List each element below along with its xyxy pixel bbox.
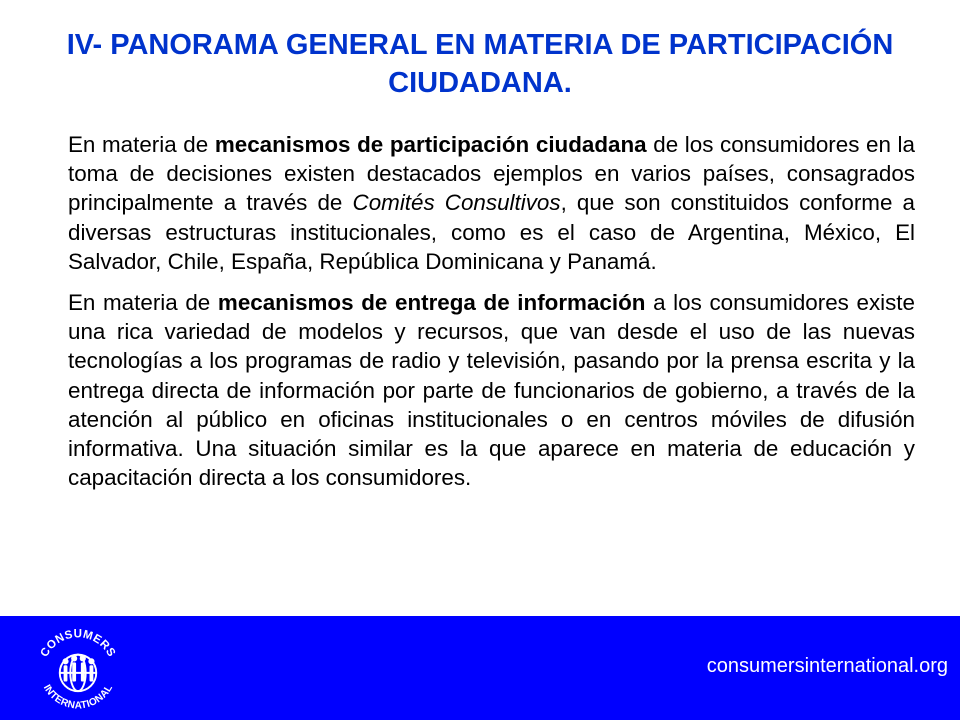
slide-title (20, 26, 940, 102)
slide-title-line-1: IV- PANORAMA GENERAL EN MATERIA DE PARTICIPACIÓN (66, 29, 894, 61)
bold-phrase: mecanismos de entrega de información (217, 290, 646, 316)
paragraph-text: En materia de (68, 132, 215, 157)
svg-text:INTERNATIONAL (41, 683, 115, 712)
bold-phrase: mecanismos de participación ciudadana (214, 132, 647, 157)
logo-text-bottom: INTERNATIONAL (40, 682, 116, 712)
slide-body (68, 130, 915, 504)
paragraph-text: de los consumidores en la toma de decisiones existen destacados ejemplos en varios países, consagrados principalmente a través de (68, 132, 915, 216)
logo-people-icon (62, 655, 94, 681)
italic-phrase: Comités Consultivos (352, 190, 561, 216)
slide-title-line-2: CIUDADANA. (388, 67, 572, 99)
logo-emblem (30, 622, 126, 718)
consumers-international-logo (30, 622, 126, 718)
footer-bar (0, 616, 960, 720)
logo-text-top: CONSUMERS (38, 628, 118, 660)
website-url: consumersinternational.org (706, 655, 948, 677)
paragraph-text: En materia de (68, 290, 218, 316)
paragraph-text: , que son constituidos conforme a diversas estructuras institucionales, como es el caso de Argentina, México, El Salvador, Chile, España, República Dominicana y Panamá. (68, 190, 916, 274)
paragraph-participation (68, 130, 915, 276)
paragraph-text: a los consumidores existe una rica variedad de modelos y recursos, que van desde el uso de las nuevas tecnologías a los programas de radio y televisión, pasando por la prensa escrita y la entrega directa de información por parte de funcionarios de gobierno, a través de la atención al público en oficinas institucionales o en centros móviles de difusión informativa. Una situación similar es la que aparece en materia de educación y capacitación directa a los consumidores. (68, 290, 915, 491)
paragraph-information (68, 288, 915, 492)
